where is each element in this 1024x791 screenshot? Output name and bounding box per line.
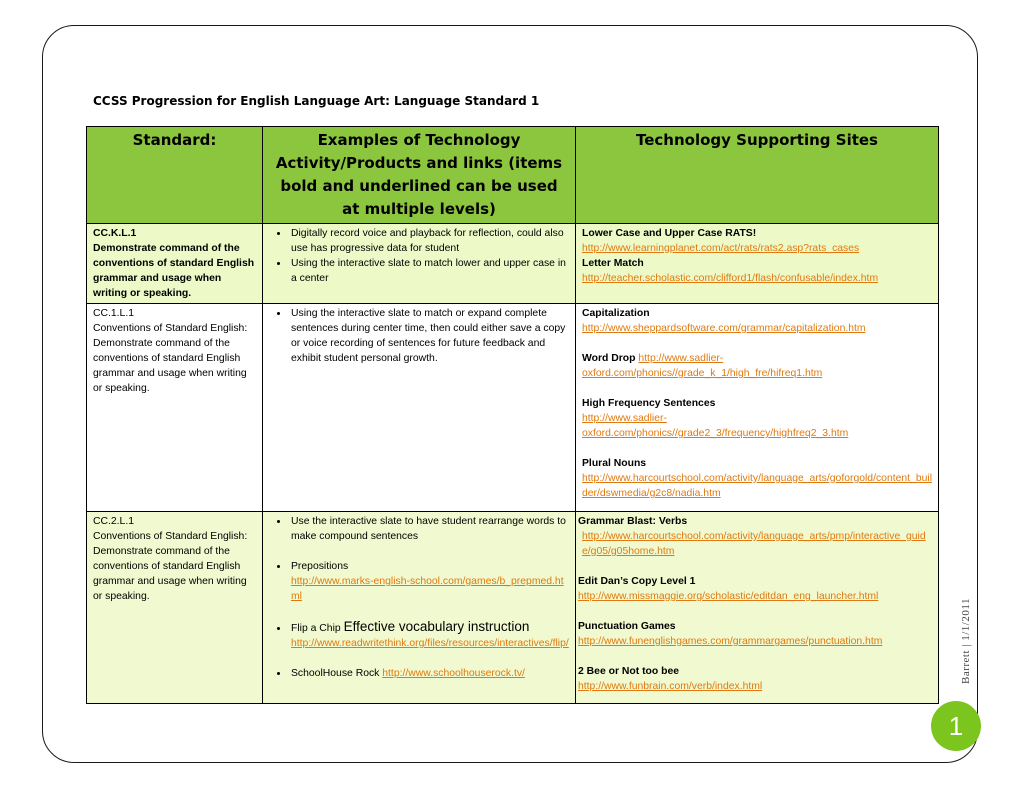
table-row	[87, 224, 939, 304]
standards-table	[86, 126, 939, 704]
header-examples: Examples of Technology Activity/Products and links (items bold and underlined can be used at multiple levels)	[263, 127, 576, 224]
footer-author-date: Barrett | 1/1/2011	[960, 598, 972, 684]
site-title: Letter Match	[582, 258, 644, 269]
page-number-badge: 1	[931, 701, 981, 751]
site-title: Plural Nouns	[582, 458, 647, 469]
site-link[interactable]: http://www.funenglishgames.com/grammargames/punctuation.htm	[578, 636, 883, 647]
activity-item	[289, 559, 569, 604]
standard-text: Conventions of Standard English: Demonstrate command of the conventions of standard English grammar and usage when writing or speaking.	[93, 531, 248, 602]
table-row	[87, 512, 939, 704]
activity-item: • Digitally record voice and playback for reflection, could also use has progressive data for student	[289, 226, 569, 256]
table-row	[87, 304, 939, 512]
activity-item	[289, 619, 569, 651]
document-title: CCSS Progression for English Language Art: Language Standard 1	[93, 94, 540, 108]
activity-link[interactable]: http://www.marks-english-school.com/games/b_prepmed.html	[291, 576, 564, 602]
activity-item: • Use the interactive slate to have student rearrange words to make compound sentences	[289, 514, 569, 544]
site-link[interactable]: http://www.sheppardsoftware.com/grammar/capitalization.htm	[582, 323, 866, 334]
site-link[interactable]: http://www.funbrain.com/verb/index.html	[578, 681, 763, 692]
site-link[interactable]: http://www.learningplanet.com/act/rats/rats2.asp?rats_cases	[582, 243, 860, 254]
table-header-row	[87, 127, 939, 224]
site-title: High Frequency Sentences	[582, 398, 716, 409]
sites-cell	[576, 512, 939, 704]
activity-label: SchoolHouse Rock	[291, 668, 380, 679]
standard-cell	[87, 512, 263, 704]
sites-cell	[576, 224, 939, 304]
site-title: Word Drop	[582, 353, 636, 364]
standard-text: Demonstrate command of the conventions of standard English grammar and usage when writing or speaking.	[93, 243, 255, 299]
activity-item: • Using the interactive slate to match or expand complete sentences during center time, then could either save a copy or voice recording of sentences for future feedback and exhibit student personal growth.	[289, 306, 569, 366]
activity-label: Prepositions	[291, 561, 349, 572]
site-link[interactable]: http://www.sadlier-oxford.com/phonics//grade_k_1/high_fre/hifreq1.htm	[582, 353, 823, 379]
site-title: Capitalization	[582, 308, 650, 319]
activities-cell	[263, 304, 576, 512]
sites-cell	[576, 304, 939, 512]
header-sites: Technology Supporting Sites	[576, 127, 939, 224]
site-link[interactable]: http://teacher.scholastic.com/clifford1/flash/confusable/index.htm	[582, 273, 879, 284]
site-title: Lower Case and Upper Case RATS!	[582, 228, 757, 239]
activity-link[interactable]: http://www.readwritethink.org/files/resources/interactives/flip/	[291, 638, 569, 649]
standard-code: CC.2.L.1	[93, 516, 135, 527]
site-title: Grammar Blast: Verbs	[578, 516, 688, 527]
site-link[interactable]: http://www.missmaggie.org/scholastic/editdan_eng_launcher.html	[578, 591, 879, 602]
activity-label: Flip a Chip	[291, 623, 341, 634]
standard-code: CC.K.L.1	[93, 228, 137, 239]
activity-item	[289, 666, 569, 681]
standard-text: Conventions of Standard English: Demonstrate command of the conventions of standard English grammar and usage when writing or speaking.	[93, 323, 248, 394]
header-standard: Standard:	[87, 127, 263, 224]
standard-code: CC.1.L.1	[93, 308, 135, 319]
site-link[interactable]: http://www.sadlier-oxford.com/phonics//grade2_3/frequency/highfreq2_3.htm	[582, 413, 849, 439]
site-title: 2 Bee or Not too bee	[578, 666, 680, 677]
site-link[interactable]: http://www.harcourtschool.com/activity/language_arts/goforgold/content_builder/dswmedia/g2c8/nadia.htm	[582, 473, 933, 499]
site-link[interactable]: http://www.harcourtschool.com/activity/language_arts/pmp/interactive_guide/g05/g05home.htm	[582, 531, 926, 557]
activity-extra: Effective vocabulary instruction	[343, 619, 530, 634]
activities-cell	[263, 224, 576, 304]
site-title: Edit Dan’s Copy Level 1	[578, 576, 696, 587]
activities-cell	[263, 512, 576, 704]
standard-cell	[87, 304, 263, 512]
site-title: Punctuation Games	[578, 621, 676, 632]
activity-item: • Using the interactive slate to match lower and upper case in a center	[289, 256, 569, 286]
standard-cell	[87, 224, 263, 304]
activity-link[interactable]: http://www.schoolhouserock.tv/	[382, 668, 525, 679]
